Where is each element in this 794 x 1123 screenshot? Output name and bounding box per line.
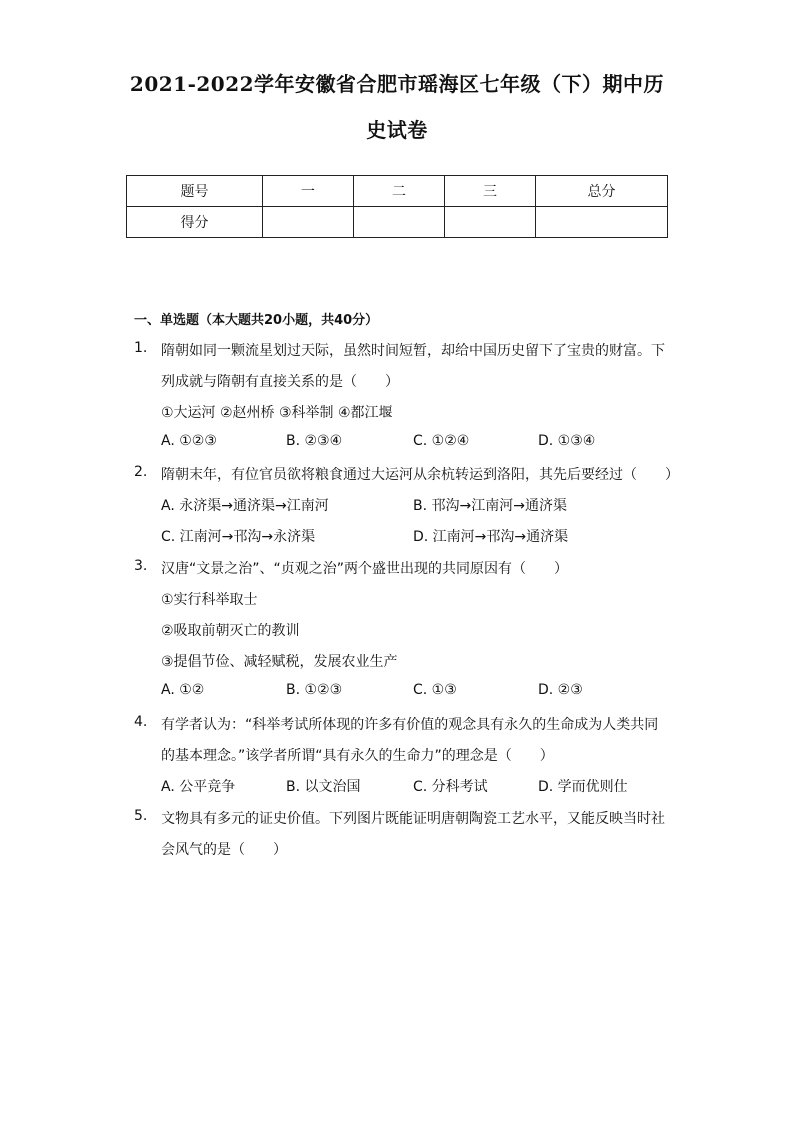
question-text: 有学者认为：“科举考试所体现的许多有价值的观念具有永久的生命成为人类共同 — [161, 717, 659, 733]
option-a: A. 永济渠→通济渠→江南河 — [161, 498, 329, 514]
option-c: C. 江南河→邗沟→永济渠 — [161, 529, 316, 545]
option-c: C. 分科考试 — [413, 779, 488, 795]
score-header-cell: 二 — [354, 176, 445, 207]
option-b: B. 以文治国 — [286, 779, 361, 795]
score-cell — [354, 207, 445, 238]
score-table-header-row — [127, 176, 668, 207]
option-d: D. ②③ — [538, 682, 583, 698]
score-header-cell: 三 — [445, 176, 536, 207]
question-text: ③提倡节俭、减轻赋税，发展农业生产 — [161, 654, 398, 670]
option-d: D. ①③④ — [538, 433, 596, 449]
option-c: C. ①③ — [413, 682, 457, 698]
question-text: 隋朝如同一颗流星划过天际，虽然时间短暂，却给中国历史留下了宝贵的财富。下 — [161, 343, 665, 359]
option-d: D. 江南河→邗沟→通济渠 — [413, 529, 569, 545]
score-header-cell: 一 — [263, 176, 354, 207]
question-number: 4. — [134, 714, 148, 730]
question-text: 文物具有多元的证史价值。下列图片既能证明唐朝陶瓷工艺水平，又能反映当时社 — [161, 811, 665, 827]
question-text: ②吸取前朝灭亡的教训 — [161, 623, 300, 639]
question-text: 会风气的是（ ） — [161, 842, 287, 858]
question-number: 5. — [134, 808, 148, 824]
question-number: 3. — [134, 558, 148, 574]
paper-title-line1: 2021-2022学年安徽省合肥市瑶海区七年级（下）期中历 — [129, 72, 665, 96]
question-text: 隋朝末年，有位官员欲将粮食通过大运河从余杭转运到洛阳，其先后要经过（ ） — [161, 467, 679, 483]
option-a: A. 公平竞争 — [161, 779, 236, 795]
question-text: ①实行科举取士 — [161, 592, 258, 608]
option-a: A. ①② — [161, 682, 205, 698]
score-cell — [536, 207, 668, 238]
option-c: C. ①②④ — [413, 433, 470, 449]
option-d: D. 学而优则仕 — [538, 779, 628, 795]
score-header-cell: 题号 — [127, 176, 263, 207]
score-table — [126, 175, 668, 238]
question-text: ①大运河 ②赵州桥 ③科举制 ④都江堰 — [161, 405, 393, 421]
question-number: 1. — [134, 340, 148, 356]
question-number: 2. — [134, 464, 148, 480]
score-header-cell: 总分 — [536, 176, 668, 207]
option-a: A. ①②③ — [161, 433, 217, 449]
option-b: B. ①②③ — [286, 682, 343, 698]
question-text: 的基本理念。”该学者所谓“具有永久的生命力”的理念是（ ） — [161, 748, 554, 764]
paper-title-line2: 史试卷 — [366, 118, 428, 142]
score-cell — [263, 207, 354, 238]
section-heading: 一、单选题（本大题共20小题，共40分） — [134, 313, 379, 328]
score-row-label: 得分 — [127, 207, 263, 238]
question-text: 列成就与隋朝有直接关系的是（ ） — [161, 374, 399, 390]
option-b: B. ②③④ — [286, 433, 343, 449]
question-text: 汉唐“文景之治”、“贞观之治”两个盛世出现的共同原因有（ ） — [161, 561, 569, 577]
option-b: B. 邗沟→江南河→通济渠 — [413, 498, 567, 514]
score-table-score-row — [127, 207, 668, 238]
score-cell — [445, 207, 536, 238]
